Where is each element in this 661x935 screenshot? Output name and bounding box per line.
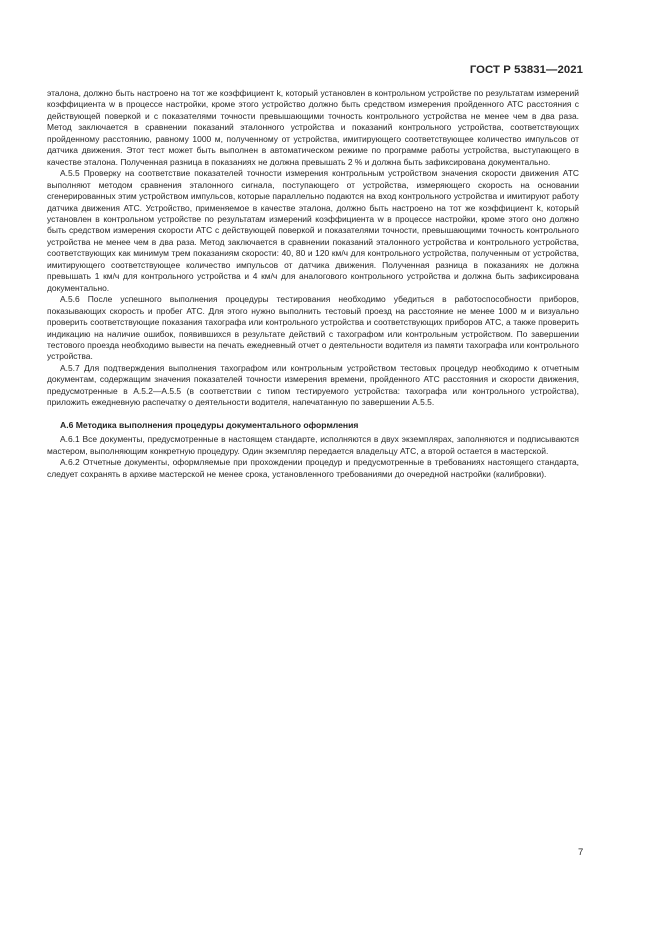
paragraph-a-6-2: А.6.2 Отчетные документы, оформляемые при прохождении процедур и предусмотренные в требованиях настоящего стандарта, следует сохранять в архиве мастерской не менее срока, установленного требованиями до очередной настройки (калибровки). — [47, 457, 579, 479]
paragraph-a-6-1: А.6.1 Все документы, предусмотренные в настоящем стандарте, исполняются в двух экземплярах, заполняются и подписываются мастером, выполняющим конкретную процедуру. Один экземпляр передается владельцу АТС, а второй остается в мастерской. — [47, 434, 579, 456]
paragraph-a-5-5: А.5.5 Проверку на соответствие показателей точности измерения контрольным устройством значения скорости движения АТС выполняют методом сравнения эталонного сигнала, поступающего от устройства, измеряющего скорость на основании сгенерированных этим устройством импульсов, которые параллельно подаются на вход контрольного устройства и имитируют работу датчика движения АТС. Устройство, применяемое в качестве эталона, должно быть настроено на тот же коэффициент k, который установлен в контрольном устройстве по результатам измерений коэффициента w в процессе настройки, кроме этого оно должно быть средством измерения скорости АТС с действующей поверкой и показателями точности, превышающими точность контрольного устройства не менее чем в два раза. Метод заключается в сравнении показаний эталонного устройства и контрольного устройства, соответствующих как минимум трем показаниям скорости: 40, 80 и 120 км/ч для контрольного устройства, полученным от устройства, имитирующего соответствующее количество импульсов от датчика движения. Полученная разница в показаниях не должна превышать 1 км/ч для контрольного устройства и 4 км/ч для аналогового контрольного устройства и должна быть зафиксирована документально. — [47, 168, 579, 293]
paragraph-continuation: эталона, должно быть настроено на тот же коэффициент k, который установлен в контрольном устройстве по результатам измерений коэффициента w в процессе настройки, кроме этого устройство должно быть средством измерения пройденного АТС расстояния с действующей поверкой и с показателями точности превышающими точность контрольного устройства не менее чем в два раза. Метод заключается в сравнении показаний эталонного устройства и показаний контрольного устройства, соответствующих пройденному расстоянию, равному 1000 м, полученному от устройства, имитирующего соответствующее количество импульсов от датчика движения. Этот тест может быть выполнен в автоматическом режиме по программе работы устройства, выступающего в качестве эталона. Полученная разница в показаниях не должна превышать 2 % и должна быть зафиксирована документально. — [47, 88, 579, 167]
standard-header: ГОСТ Р 53831—2021 — [469, 64, 583, 76]
document-body — [47, 88, 579, 480]
section-heading-a-6: А.6 Методика выполнения процедуры документального оформления — [60, 419, 359, 430]
page-number: 7 — [578, 847, 584, 858]
paragraph-a-5-6: А.5.6 После успешного выполнения процедуры тестирования необходимо убедиться в работоспособности приборов, показывающих скорость и пробег АТС. Для этого нужно выполнить тестовый проезд на расстояние не менее 1000 м и визуально проверить соответствующие показания тахографа или контрольного устройства и соответствующих приборов АТС, а также проверить индикацию на наличие ошибок, появившихся в результате действий с тахографом или контрольным устройством. По завершении тестового проезда необходимо вывести на печать ежедневный отчет о деятельности водителя из памяти тахографа или контрольного устройства. — [47, 294, 579, 362]
paragraph-a-5-7: А.5.7 Для подтверждения выполнения тахографом или контрольным устройством тестовых процедур необходимо к отчетным документам, содержащим значения показателей точности измерения времени, пройденного АТС расстояния и скорости движения, предусмотренные в А.5.2—А.5.5 (в соответствии с типом тестируемого устройства: тахографа или контрольного устройства), приложить ежедневную распечатку о деятельности водителя, напечатанную по завершении А.5.5. — [47, 362, 579, 408]
